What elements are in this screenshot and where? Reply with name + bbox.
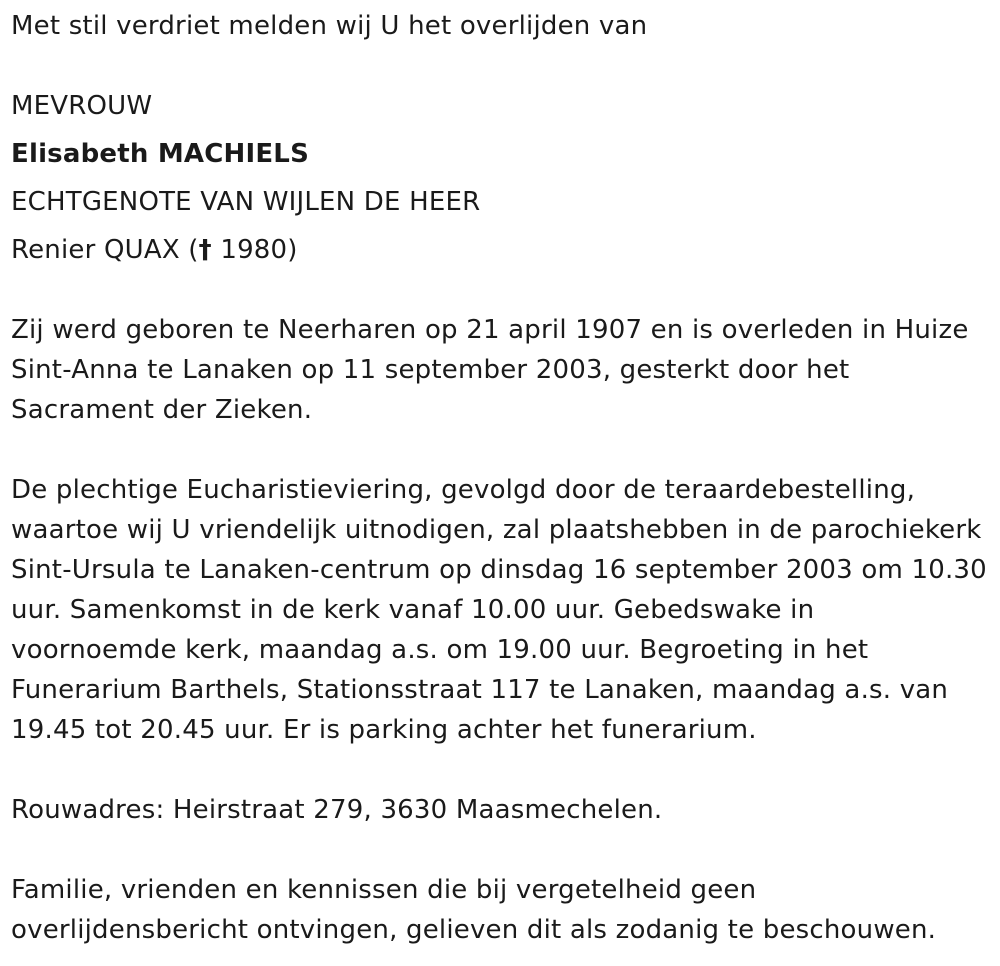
paragraph-line: De plechtige Eucharistieviering, gevolgd door de teraardebestelling, bbox=[11, 475, 916, 505]
paragraph-line: 19.45 tot 20.45 uur. Er is parking achter het funerarium. bbox=[11, 715, 757, 745]
intro-line: Met stil verdriet melden wij U het overlijden van bbox=[11, 11, 648, 41]
paragraph-line: uur. Samenkomst in de kerk vanaf 10.00 uur. Gebedswake in bbox=[11, 595, 815, 625]
paragraph-line: voornoemde kerk, maandag a.s. om 19.00 uur. Begroeting in het bbox=[11, 635, 869, 665]
paragraph-line: overlijdensbericht ontvingen, gelieven dit als zodanig te beschouwen. bbox=[11, 915, 937, 945]
paragraph-line: Sacrament der Zieken. bbox=[11, 395, 313, 425]
paragraph-line: Familie, vrienden en kennissen die bij vergetelheid geen bbox=[11, 875, 757, 905]
paragraph-line: Zij werd geboren te Neerharen op 21 april 1907 en is overleden in Huize bbox=[11, 315, 969, 345]
paragraph-line: Sint-Anna te Lanaken op 11 september 2003, gesterkt door het bbox=[11, 355, 850, 385]
spouse-title: ECHTGENOTE VAN WIJLEN DE HEER bbox=[11, 187, 481, 217]
honorific: MEVROUW bbox=[11, 91, 153, 121]
spouse-line bbox=[11, 230, 298, 270]
mourning-address: Rouwadres: Heirstraat 279, 3630 Maasmechelen. bbox=[11, 795, 663, 825]
spouse-death-year: 1980) bbox=[220, 235, 298, 265]
deceased-name: Elisabeth MACHIELS bbox=[11, 139, 310, 169]
paragraph-line: Sint-Ursula te Lanaken-centrum op dinsdag 16 september 2003 om 10.30 bbox=[11, 555, 987, 585]
paragraph-line: Funerarium Barthels, Stationsstraat 117 te Lanaken, maandag a.s. van bbox=[11, 675, 949, 705]
spouse-name: Renier QUAX ( bbox=[11, 235, 199, 265]
paragraph-line: waartoe wij U vriendelijk uitnodigen, zal plaatshebben in de parochiekerk bbox=[11, 515, 982, 545]
latin-cross-icon: † bbox=[198, 235, 212, 265]
